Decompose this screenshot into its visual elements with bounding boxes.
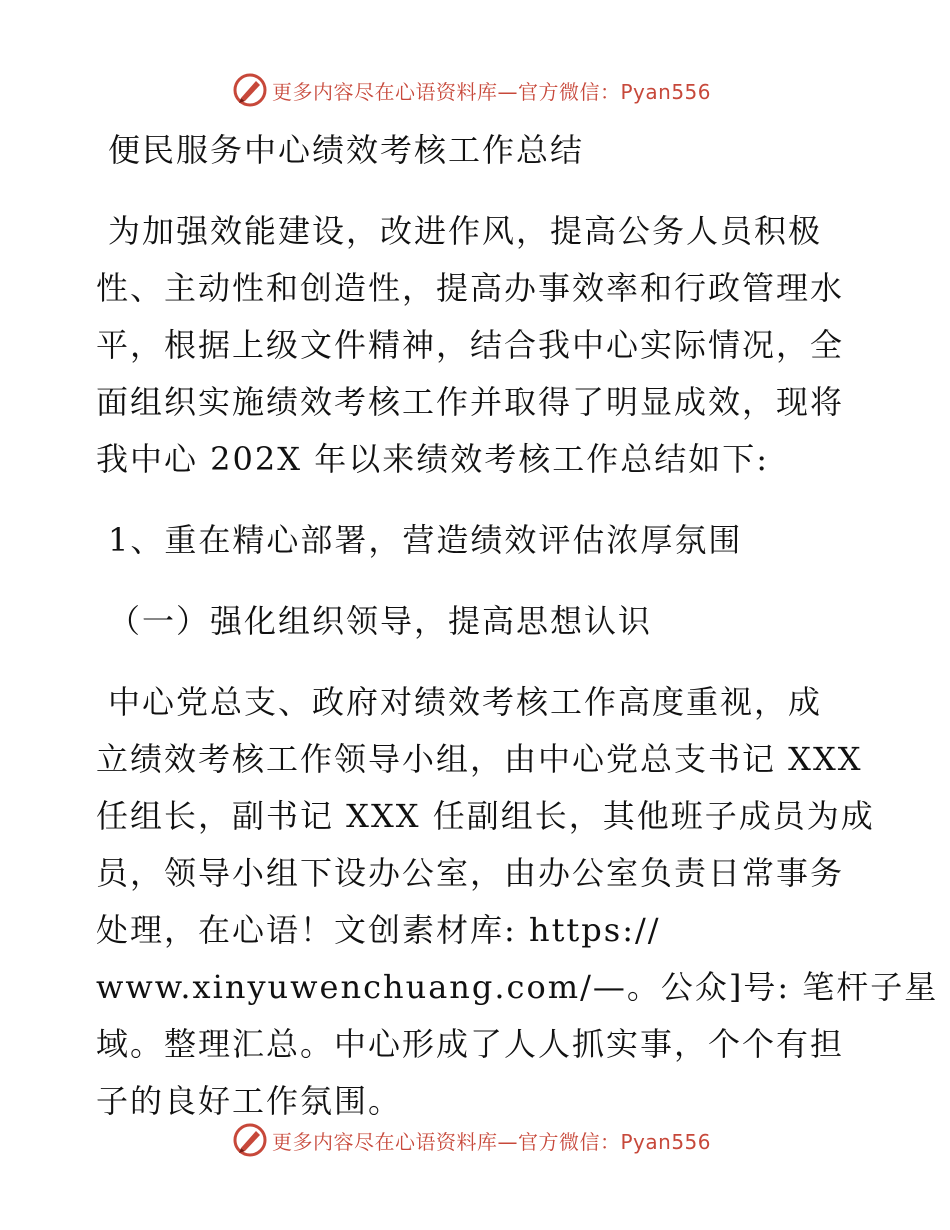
document-title: 便民服务中心绩效考核工作总结 <box>108 131 585 169</box>
paragraph-line: 任组长，副书记 XXX 任副组长，其他班子成员为成 <box>96 797 875 835</box>
paragraph-line: 立绩效考核工作领导小组，由中心党总支书记 XXX <box>96 740 863 778</box>
paragraph-line: 中心党总支、政府对绩效考核工作高度重视，成 <box>108 683 823 721</box>
paragraph-line: 我中心 202X 年以来绩效考核工作总结如下: <box>96 440 769 478</box>
paragraph-line: 子的良好工作氛围。 <box>96 1082 403 1120</box>
paragraph-intro <box>96 203 856 488</box>
paragraph-line: 为加强效能建设，改进作风，提高公务人员积极 <box>108 212 823 250</box>
pen-logo-icon <box>232 1122 268 1158</box>
paragraph-line: 处理，在心语！文创素材库: https:// <box>96 911 661 949</box>
watermark-text-top: 更多内容尽在心语资料库—官方微信：Pyan556 <box>272 79 712 104</box>
paragraph-line: www.xinyuwenchuang.com/—。公众]号: 笔杆子星 <box>96 968 939 1006</box>
paragraph-line: 平，根据上级文件精神，结合我中心实际情况，全 <box>96 326 845 364</box>
subsection-heading: （一）强化组织领导，提高思想认识 <box>108 602 653 640</box>
paragraph-line: 性、主动性和创造性，提高办事效率和行政管理水 <box>96 269 845 307</box>
paragraph-line: 域。整理汇总。中心形成了人人抓实事，个个有担 <box>96 1025 845 1063</box>
pen-logo-icon <box>232 72 268 108</box>
watermark-text-bottom: 更多内容尽在心语资料库—官方微信：Pyan556 <box>272 1129 712 1154</box>
watermark-banner-top <box>232 70 711 110</box>
watermark-banner-bottom <box>232 1120 711 1160</box>
paragraph-organization <box>96 674 939 1130</box>
paragraph-line: 员，领导小组下设办公室，由办公室负责日常事务 <box>96 854 845 892</box>
document-body <box>96 122 939 1130</box>
section-heading: 1、重在精心部署，营造绩效评估浓厚氛围 <box>108 521 743 559</box>
paragraph-line: 面组织实施绩效考核工作并取得了明显成效，现将 <box>96 383 845 421</box>
